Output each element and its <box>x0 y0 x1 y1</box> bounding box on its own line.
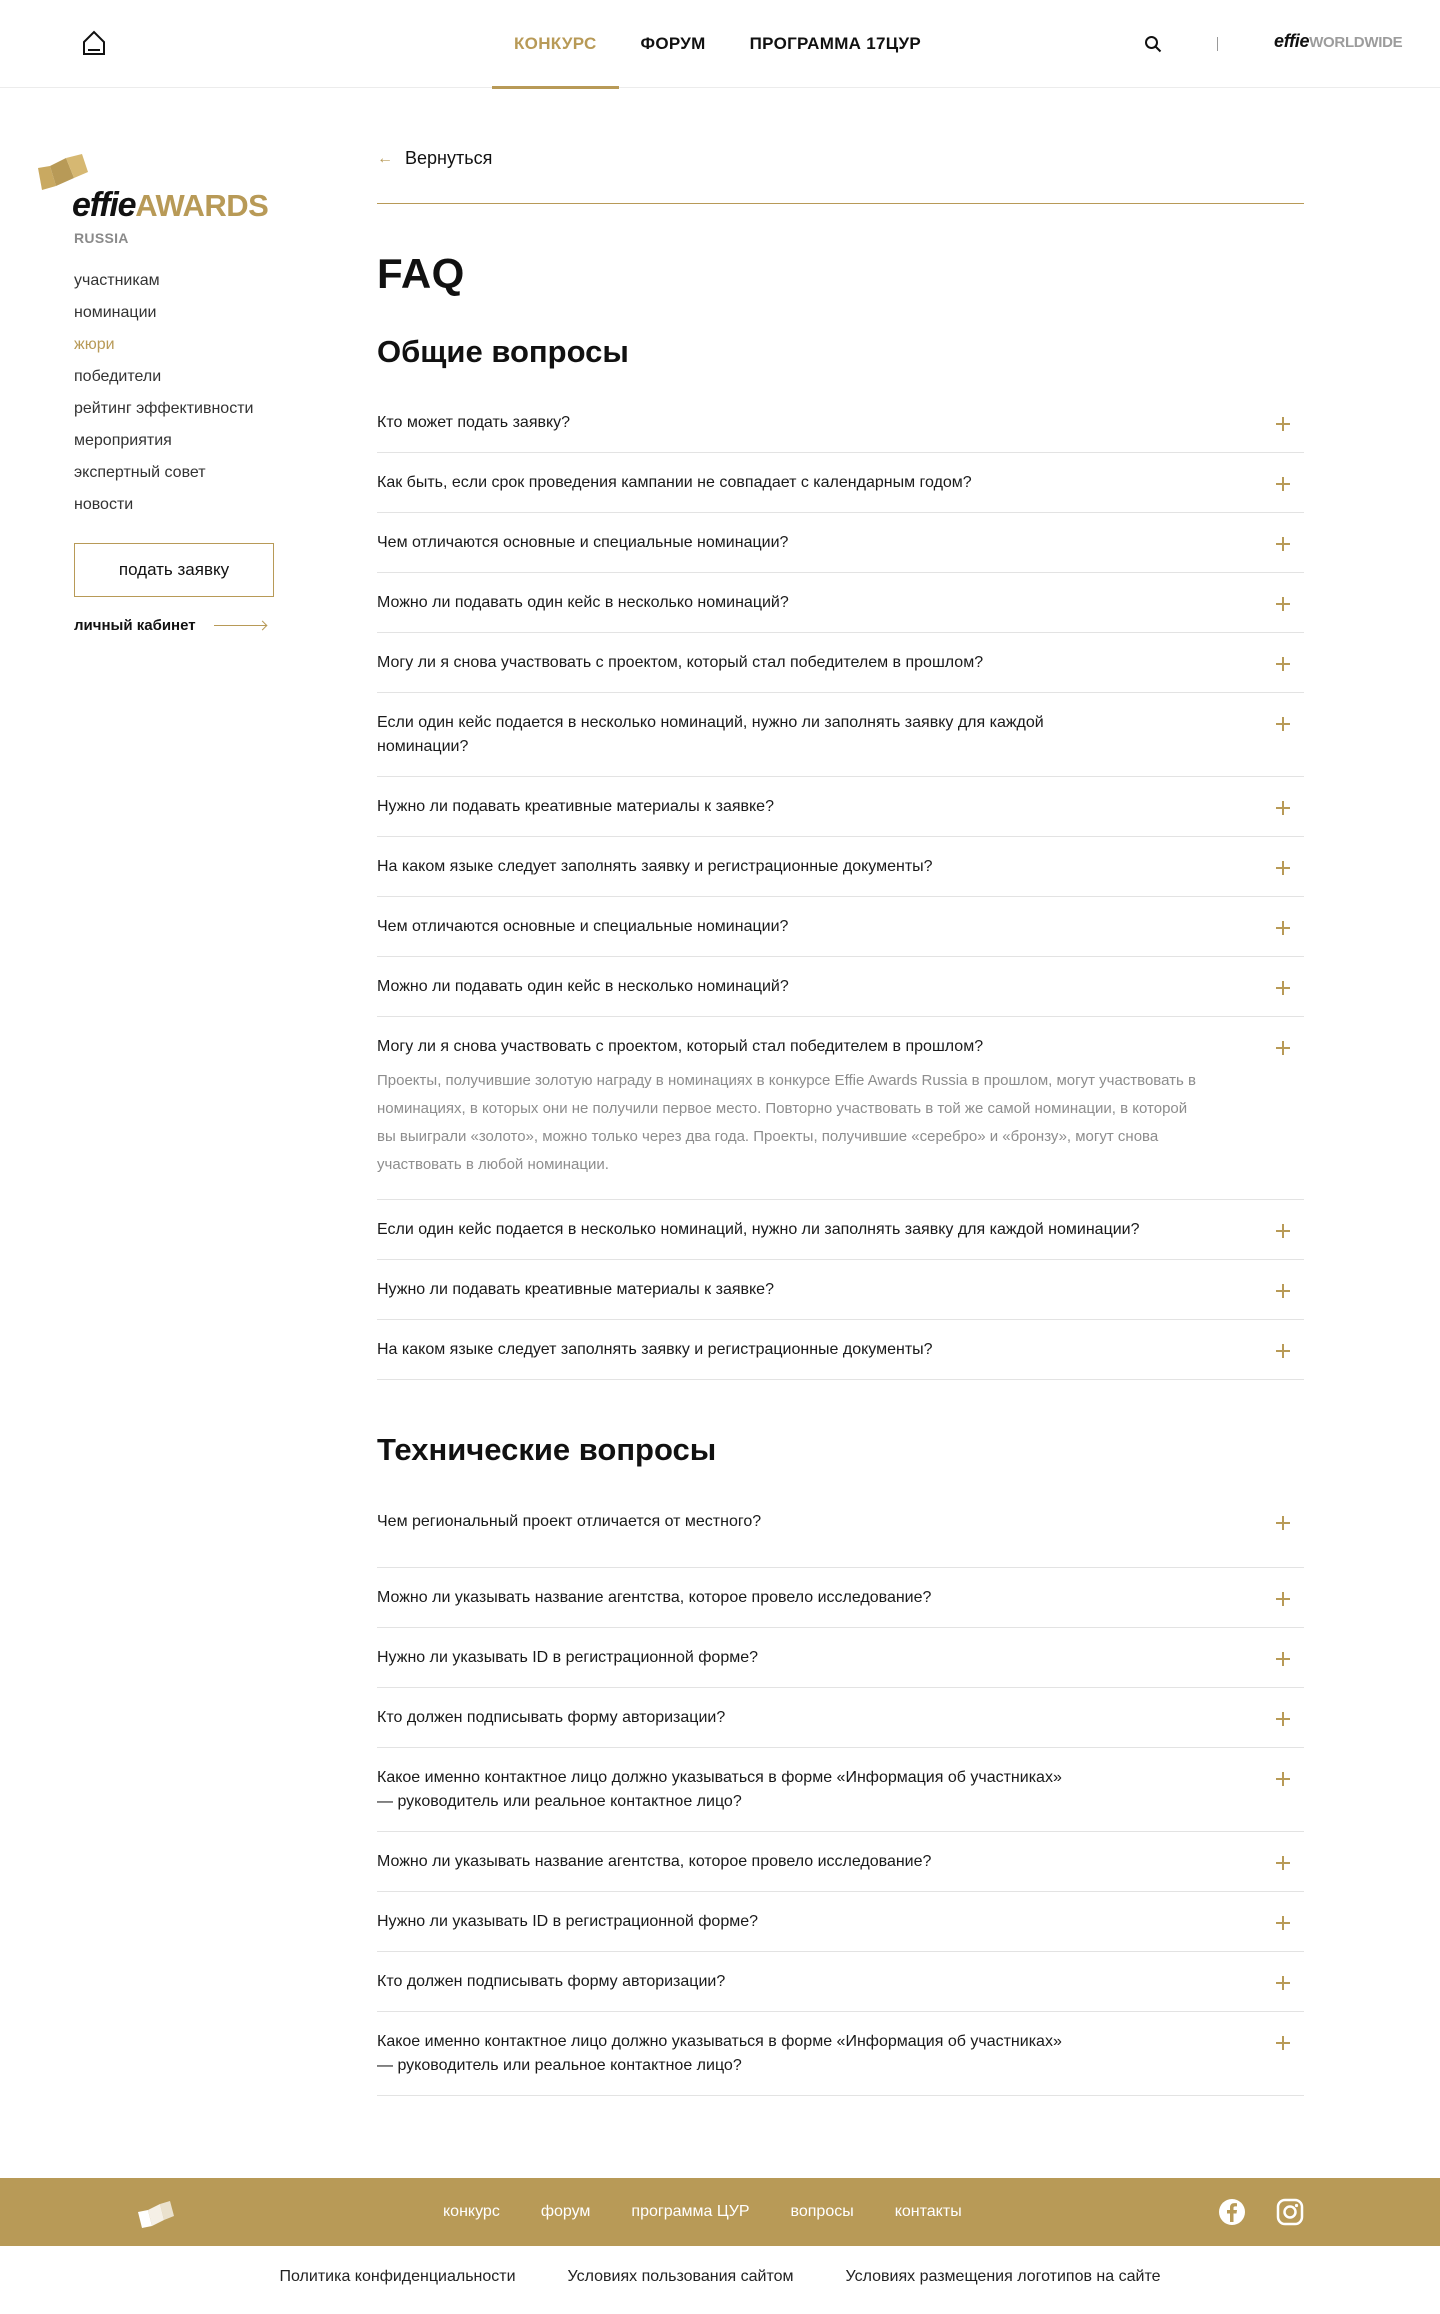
footer-nav-questions[interactable]: вопросы <box>790 2203 854 2220</box>
logo-awards: AWARDS <box>135 188 269 223</box>
home-icon[interactable] <box>82 30 106 56</box>
effie-awards-logo[interactable] <box>30 150 280 250</box>
cabinet-label: личный кабинет <box>74 617 196 634</box>
faq-item[interactable] <box>377 1952 1304 2012</box>
faq-item[interactable] <box>377 1688 1304 1748</box>
worldwide-effie-text: effie <box>1274 31 1310 51</box>
faq-answer: Проекты, получившие золотую награду в номинациях в конкурсе Effie Awards Russia в прошлом, могут участвовать в номинациях, в которых они не получили первое место. Повторно участвовать в той же самой номинации, в которой вы выиграли «золото», можно только через два года. Проекты, получившие «серебро» и «бронзу», могут снова участвовать в любой номинации. <box>377 1072 1196 1173</box>
effie-worldwide-link[interactable] <box>1274 31 1402 52</box>
faq-question: Можно ли указывать название агентства, которое провело исследование? <box>377 1853 932 1870</box>
instagram-icon[interactable] <box>1276 2198 1304 2226</box>
footer-nav-contacts[interactable]: контакты <box>894 2203 962 2220</box>
faq-question: Можно ли подавать один кейс в несколько номинаций? <box>377 978 789 995</box>
faq-question: Кто должен подписывать форму авторизации? <box>377 1973 726 1990</box>
plus-icon[interactable] <box>1276 417 1290 431</box>
back-link[interactable] <box>377 148 492 169</box>
footer-logo-icon[interactable] <box>134 2198 174 2230</box>
faq-question: Чем отличаются основные и специальные номинации? <box>377 534 789 551</box>
faq-question: Как быть, если срок проведения кампании не совпадает с календарным годом? <box>377 474 972 491</box>
footer-nav-konkurs[interactable]: конкурс <box>443 2203 500 2220</box>
faq-item[interactable] <box>377 1748 1304 1832</box>
terms-of-use-link[interactable]: Условиях пользования сайтом <box>567 2268 794 2285</box>
nav-konkurs[interactable]: КОНКУРС <box>492 0 619 88</box>
plus-icon[interactable] <box>1276 861 1290 875</box>
faq-question: Можно ли подавать один кейс в несколько номинаций? <box>377 594 789 611</box>
faq-item[interactable] <box>377 1260 1304 1320</box>
faq-question: Нужно ли подавать креативные материалы к заявке? <box>377 1281 774 1298</box>
faq-question: На каком языке следует заполнять заявку и регистрационные документы? <box>377 858 933 875</box>
faq-question: Какое именно контактное лицо должно указываться в форме «Информация об участниках» — руководитель или реальное контактное лицо? <box>377 1769 1062 1810</box>
bottom-links <box>0 2268 1440 2286</box>
plus-icon[interactable] <box>1276 657 1290 671</box>
general-section-title: Общие вопросы <box>377 334 629 369</box>
faq-question: Могу ли я снова участвовать с проектом, который стал победителем в прошлом? <box>377 654 984 671</box>
faq-item[interactable] <box>377 573 1304 633</box>
plus-icon[interactable] <box>1276 1712 1290 1726</box>
faq-question: Можно ли указывать название агентства, которое провело исследование? <box>377 1589 932 1606</box>
faq-question: На каком языке следует заполнять заявку и регистрационные документы? <box>377 1341 933 1358</box>
faq-question: Кто может подать заявку? <box>377 414 571 431</box>
sidebar-item-winners[interactable]: победители <box>74 368 162 385</box>
plus-icon[interactable] <box>1276 1516 1290 1530</box>
plus-icon[interactable] <box>1276 1916 1290 1930</box>
faq-item[interactable] <box>377 1628 1304 1688</box>
search-icon[interactable] <box>1144 35 1162 53</box>
page-title: FAQ <box>377 250 465 297</box>
faq-item[interactable] <box>377 513 1304 573</box>
plus-icon[interactable] <box>1276 2036 1290 2050</box>
general-faq-list <box>377 393 1304 1380</box>
faq-question: Кто должен подписывать форму авторизации? <box>377 1709 726 1726</box>
faq-item[interactable] <box>377 1320 1304 1380</box>
site-header <box>0 0 1440 88</box>
nav-program[interactable]: ПРОГРАММА 17ЦУР <box>749 34 922 53</box>
sidebar-item-events[interactable]: мероприятия <box>74 432 172 449</box>
arrow-right-icon <box>214 625 266 626</box>
privacy-policy-link[interactable]: Политика конфиденциальности <box>279 2268 516 2285</box>
plus-icon[interactable] <box>1276 921 1290 935</box>
sidebar-menu <box>74 268 253 524</box>
plus-icon[interactable] <box>1276 1041 1290 1055</box>
sidebar-item-jury[interactable]: жюри <box>74 336 115 353</box>
faq-item[interactable] <box>377 957 1304 1017</box>
plus-icon[interactable] <box>1276 1592 1290 1606</box>
logo-effie: effie <box>72 186 136 224</box>
footer-nav-forum[interactable]: форум <box>540 2203 591 2220</box>
plus-icon[interactable] <box>1276 537 1290 551</box>
footer-bar <box>0 2178 1440 2246</box>
faq-item[interactable] <box>377 453 1304 513</box>
facebook-icon[interactable] <box>1218 2198 1246 2226</box>
personal-cabinet-link[interactable] <box>74 617 266 634</box>
header-divider <box>1217 37 1218 51</box>
faq-item[interactable] <box>377 2012 1304 2096</box>
plus-icon[interactable] <box>1276 1344 1290 1358</box>
main-nav <box>492 0 943 88</box>
plus-icon[interactable] <box>1276 1976 1290 1990</box>
footer-nav <box>443 2178 1003 2246</box>
logo-terms-link[interactable]: Условиях размещения логотипов на сайте <box>845 2268 1161 2285</box>
sidebar-item-news[interactable]: новости <box>74 496 134 513</box>
faq-question: Чем региональный проект отличается от местного? <box>377 1513 762 1530</box>
faq-item[interactable] <box>377 1568 1304 1628</box>
nav-forum[interactable]: ФОРУМ <box>640 34 706 53</box>
sidebar-item-rating[interactable]: рейтинг эффективности <box>74 400 254 417</box>
faq-question: Могу ли я снова участвовать с проектом, который стал победителем в прошлом? <box>377 1038 984 1055</box>
worldwide-rest-text: WORLDWIDE <box>1309 34 1403 51</box>
arrow-left-icon: ← <box>377 149 393 167</box>
plus-icon[interactable] <box>1276 1772 1290 1786</box>
plus-icon[interactable] <box>1276 477 1290 491</box>
plus-icon[interactable] <box>1276 801 1290 815</box>
sidebar-item-expert-council[interactable]: экспертный совет <box>74 464 206 481</box>
faq-question: Чем отличаются основные и специальные номинации? <box>377 918 789 935</box>
back-label: Вернуться <box>405 148 493 168</box>
plus-icon[interactable] <box>1276 1652 1290 1666</box>
plus-icon[interactable] <box>1276 981 1290 995</box>
plus-icon[interactable] <box>1276 1856 1290 1870</box>
sidebar-item-nominations[interactable]: номинации <box>74 304 157 321</box>
faq-item[interactable] <box>377 693 1304 777</box>
faq-item[interactable] <box>377 1200 1304 1260</box>
footer-nav-program[interactable]: программа ЦУР <box>631 2203 750 2220</box>
faq-item[interactable] <box>377 777 1304 837</box>
faq-item[interactable] <box>377 1832 1304 1892</box>
faq-question: Если один кейс подается в несколько номинаций, нужно ли заполнять заявку для каждой номинации? <box>377 1221 1140 1238</box>
plus-icon[interactable] <box>1276 1224 1290 1238</box>
faq-question: Нужно ли указывать ID в регистрационной форме? <box>377 1649 759 1666</box>
technical-faq-list <box>377 1492 1304 2096</box>
plus-icon[interactable] <box>1276 597 1290 611</box>
faq-item[interactable] <box>377 837 1304 897</box>
sidebar-item-participants[interactable]: участникам <box>74 272 160 289</box>
faq-question: Нужно ли указывать ID в регистрационной форме? <box>377 1913 759 1930</box>
faq-item-expanded[interactable] <box>377 1017 1304 1200</box>
faq-question: Нужно ли подавать креативные материалы к заявке? <box>377 798 774 815</box>
faq-question: Какое именно контактное лицо должно указываться в форме «Информация об участниках» — руководитель или реальное контактное лицо? <box>377 2033 1062 2074</box>
faq-item[interactable] <box>377 1892 1304 1952</box>
faq-item[interactable] <box>377 1492 1304 1568</box>
plus-icon[interactable] <box>1276 717 1290 731</box>
faq-question: Если один кейс подается в несколько номинаций, нужно ли заполнять заявку для каждой номинации? <box>377 714 1044 755</box>
content-divider <box>377 203 1304 204</box>
logo-wordmark <box>72 186 268 225</box>
technical-section-title: Технические вопросы <box>377 1432 717 1467</box>
logo-russia: RUSSIA <box>74 230 129 246</box>
faq-item[interactable] <box>377 633 1304 693</box>
faq-item[interactable] <box>377 897 1304 957</box>
plus-icon[interactable] <box>1276 1284 1290 1298</box>
faq-item[interactable] <box>377 393 1304 453</box>
apply-button[interactable]: подать заявку <box>74 543 274 597</box>
